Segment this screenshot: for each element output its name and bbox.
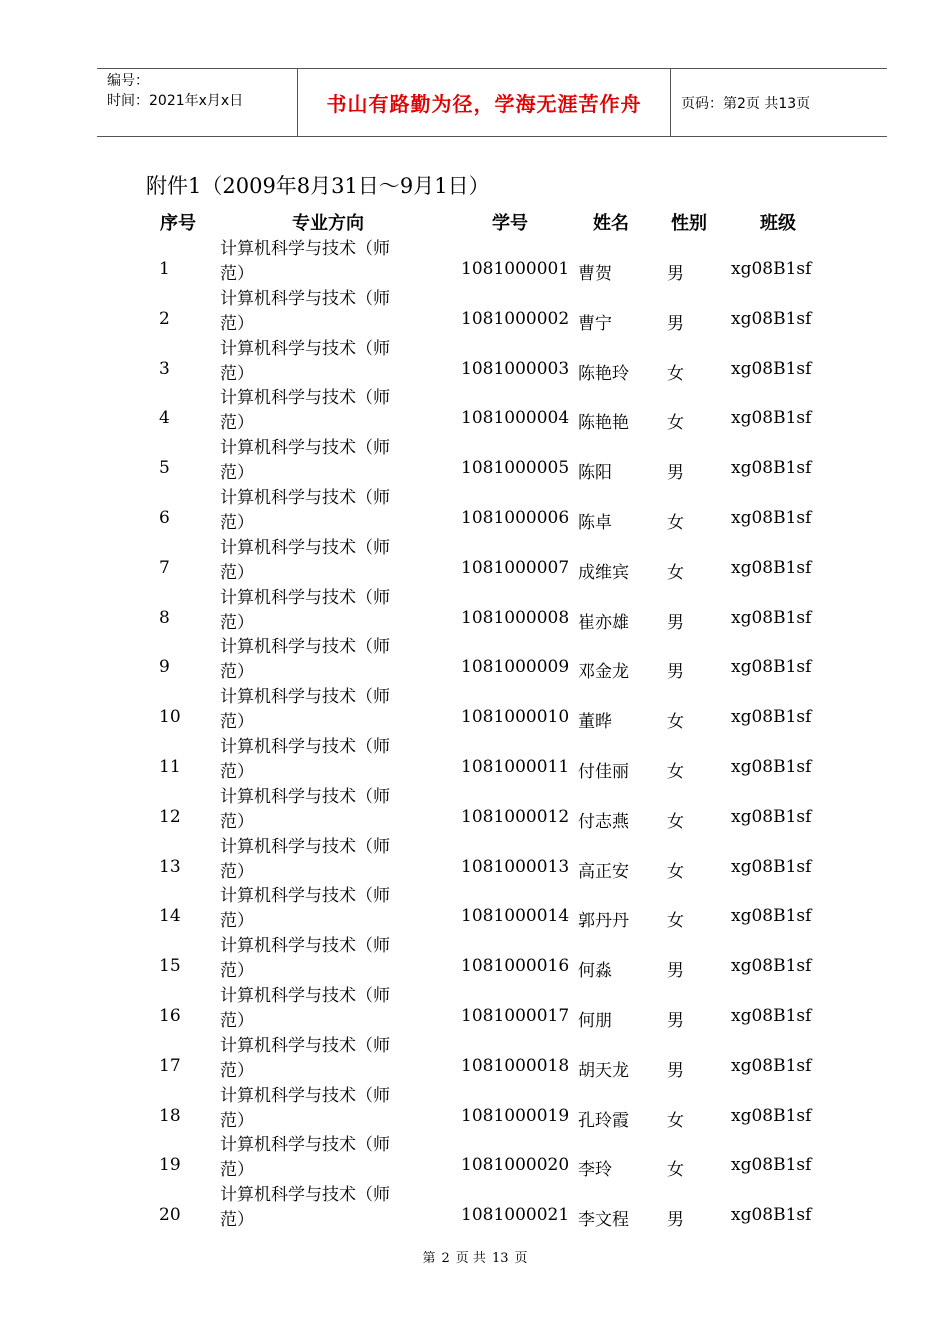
page-footer <box>0 1247 950 1266</box>
cell-major-line1: 计算机科学与技术（师 <box>220 1085 390 1106</box>
cell-student-id: 1081000001 <box>461 259 570 279</box>
cell-major-line2: 范） <box>220 313 254 334</box>
cell-class: xg08B1sf <box>731 308 812 329</box>
attachment-title: 附件1（2009年8月31日～9月1日） <box>146 174 490 198</box>
cell-gender: 男 <box>667 961 684 982</box>
cell-seq: 6 <box>159 507 170 528</box>
table-row <box>0 582 950 632</box>
cell-name: 孔玲霞 <box>578 1110 629 1131</box>
cell-major-line1: 计算机科学与技术（师 <box>220 985 390 1006</box>
cell-major-line1: 计算机科学与技术（师 <box>220 388 390 409</box>
cell-name: 崔亦雄 <box>578 612 629 633</box>
header-meta <box>107 71 297 111</box>
cell-class: xg08B1sf <box>731 657 812 678</box>
cell-major-line2: 范） <box>220 413 254 434</box>
cell-student-id: 1081000016 <box>461 956 570 977</box>
student-table <box>0 233 950 1229</box>
cell-name: 董晔 <box>578 712 612 733</box>
cell-name: 高正安 <box>578 861 629 882</box>
cell-student-id: 1081000006 <box>461 507 570 528</box>
cell-major-line2: 范） <box>220 562 254 583</box>
cell-major-line1: 计算机科学与技术（师 <box>220 1185 390 1206</box>
cell-seq: 14 <box>159 906 181 927</box>
cell-student-id: 1081000014 <box>461 906 570 927</box>
cell-seq: 4 <box>159 408 170 429</box>
cell-name: 曹宁 <box>578 313 612 334</box>
column-header-seq: 序号 <box>160 213 196 234</box>
table-row <box>0 1179 950 1229</box>
cell-name: 付志燕 <box>578 811 629 832</box>
cell-name: 付佳丽 <box>578 761 629 782</box>
cell-name: 李玲 <box>578 1160 612 1181</box>
cell-name: 李文程 <box>578 1210 629 1231</box>
cell-student-id: 1081000008 <box>461 607 570 628</box>
cell-student-id: 1081000009 <box>461 657 570 678</box>
cell-name: 成维宾 <box>578 562 629 583</box>
cell-seq: 15 <box>159 956 181 977</box>
cell-gender: 男 <box>667 313 684 334</box>
cell-seq: 19 <box>159 1155 181 1176</box>
table-row <box>0 831 950 881</box>
cell-major-line1: 计算机科学与技术（师 <box>220 836 390 857</box>
table-row <box>0 731 950 781</box>
cell-major-line1: 计算机科学与技术（师 <box>220 338 390 359</box>
header-divider <box>670 69 671 136</box>
table-row <box>0 283 950 333</box>
cell-student-id: 1081000017 <box>461 1005 570 1026</box>
cell-name: 陈艳艳 <box>578 413 629 434</box>
cell-major-line2: 范） <box>220 861 254 882</box>
cell-major-line2: 范） <box>220 1060 254 1081</box>
cell-seq: 13 <box>159 856 181 877</box>
table-row <box>0 930 950 980</box>
cell-gender: 女 <box>667 1160 684 1181</box>
header-motto: 书山有路勤为径，学海无涯苦作舟 <box>326 92 642 116</box>
cell-class: xg08B1sf <box>731 458 812 479</box>
cell-gender: 女 <box>667 761 684 782</box>
table-row <box>0 532 950 582</box>
cell-gender: 男 <box>667 1210 684 1231</box>
cell-seq: 11 <box>159 756 181 777</box>
cell-name: 曹贺 <box>578 264 612 284</box>
footer-suffix: 页 <box>514 1251 528 1266</box>
cell-gender: 女 <box>667 413 684 434</box>
cell-student-id: 1081000012 <box>461 806 570 827</box>
cell-name: 郭丹丹 <box>578 911 629 932</box>
cell-major-line2: 范） <box>220 363 254 384</box>
column-header-name: 姓名 <box>593 213 629 234</box>
page-header <box>97 68 887 137</box>
cell-major-line2: 范） <box>220 1210 254 1231</box>
cell-gender: 男 <box>667 264 684 284</box>
cell-class: xg08B1sf <box>731 1155 812 1176</box>
table-row <box>0 382 950 432</box>
footer-mid: 页 共 <box>455 1251 486 1266</box>
cell-major-line2: 范） <box>220 712 254 733</box>
cell-major-line1: 计算机科学与技术（师 <box>220 637 390 658</box>
cell-major-line2: 范） <box>220 463 254 484</box>
table-row <box>0 781 950 831</box>
cell-gender: 女 <box>667 1110 684 1131</box>
cell-class: xg08B1sf <box>731 1105 812 1126</box>
cell-seq: 10 <box>159 707 181 728</box>
table-row <box>0 233 950 283</box>
cell-gender: 女 <box>667 861 684 882</box>
cell-gender: 男 <box>667 612 684 633</box>
cell-seq: 12 <box>159 806 181 827</box>
cell-major-line1: 计算机科学与技术（师 <box>220 886 390 907</box>
footer-page-number: 2 <box>441 1251 450 1266</box>
cell-gender: 男 <box>667 1060 684 1081</box>
table-row <box>0 980 950 1030</box>
cell-name: 何朋 <box>578 1010 612 1031</box>
cell-name: 陈阳 <box>578 463 612 484</box>
cell-gender: 女 <box>667 911 684 932</box>
cell-student-id: 1081000011 <box>461 756 570 777</box>
cell-major-line1: 计算机科学与技术（师 <box>220 288 390 309</box>
table-row <box>0 482 950 532</box>
cell-class: xg08B1sf <box>731 557 812 578</box>
cell-gender: 女 <box>667 712 684 733</box>
cell-major-line1: 计算机科学与技术（师 <box>220 239 390 259</box>
cell-major-line2: 范） <box>220 512 254 533</box>
cell-seq: 9 <box>159 657 170 678</box>
cell-major-line2: 范） <box>220 264 254 284</box>
cell-student-id: 1081000020 <box>461 1155 570 1176</box>
table-row <box>0 1129 950 1179</box>
cell-major-line2: 范） <box>220 1160 254 1181</box>
cell-seq: 18 <box>159 1105 181 1126</box>
table-row <box>0 631 950 681</box>
table-row <box>0 432 950 482</box>
cell-major-line2: 范） <box>220 612 254 633</box>
cell-major-line2: 范） <box>220 811 254 832</box>
cell-gender: 女 <box>667 363 684 384</box>
cell-gender: 男 <box>667 1010 684 1031</box>
table-header <box>0 209 950 235</box>
table-row <box>0 880 950 930</box>
cell-major-line2: 范） <box>220 662 254 683</box>
cell-major-line1: 计算机科学与技术（师 <box>220 736 390 757</box>
cell-class: xg08B1sf <box>731 956 812 977</box>
cell-major-line1: 计算机科学与技术（师 <box>220 587 390 608</box>
cell-major-line2: 范） <box>220 1010 254 1031</box>
cell-student-id: 1081000003 <box>461 358 570 379</box>
cell-seq: 7 <box>159 557 170 578</box>
cell-major-line1: 计算机科学与技术（师 <box>220 786 390 807</box>
cell-major-line2: 范） <box>220 961 254 982</box>
cell-seq: 5 <box>159 458 170 479</box>
cell-seq: 2 <box>159 308 170 329</box>
cell-gender: 女 <box>667 562 684 583</box>
cell-class: xg08B1sf <box>731 806 812 827</box>
header-number-label: 编号： <box>107 73 149 89</box>
cell-class: xg08B1sf <box>731 756 812 777</box>
cell-major-line1: 计算机科学与技术（师 <box>220 936 390 957</box>
cell-student-id: 1081000010 <box>461 707 570 728</box>
cell-student-id: 1081000013 <box>461 856 570 877</box>
cell-student-id: 1081000019 <box>461 1105 570 1126</box>
cell-class: xg08B1sf <box>731 408 812 429</box>
cell-major-line2: 范） <box>220 911 254 932</box>
cell-name: 胡天龙 <box>578 1060 629 1081</box>
cell-class: xg08B1sf <box>731 856 812 877</box>
column-header-major: 专业方向 <box>292 213 364 234</box>
cell-class: xg08B1sf <box>731 507 812 528</box>
cell-class: xg08B1sf <box>731 707 812 728</box>
footer-total-pages: 13 <box>491 1251 509 1266</box>
cell-student-id: 1081000007 <box>461 557 570 578</box>
header-time-label: 时间：2021年x月x日 <box>107 93 244 109</box>
cell-major-line1: 计算机科学与技术（师 <box>220 438 390 459</box>
cell-seq: 16 <box>159 1005 181 1026</box>
cell-gender: 女 <box>667 512 684 533</box>
cell-gender: 女 <box>667 811 684 832</box>
cell-name: 何淼 <box>578 961 612 982</box>
cell-major-line1: 计算机科学与技术（师 <box>220 687 390 708</box>
cell-major-line1: 计算机科学与技术（师 <box>220 1035 390 1056</box>
cell-class: xg08B1sf <box>731 1205 812 1226</box>
cell-student-id: 1081000004 <box>461 408 570 429</box>
cell-name: 陈卓 <box>578 512 612 533</box>
cell-gender: 男 <box>667 662 684 683</box>
cell-gender: 男 <box>667 463 684 484</box>
cell-major-line1: 计算机科学与技术（师 <box>220 487 390 508</box>
cell-student-id: 1081000021 <box>461 1205 570 1226</box>
header-page-info: 页码：第2页 共13页 <box>681 95 811 112</box>
cell-student-id: 1081000018 <box>461 1055 570 1076</box>
table-row <box>0 333 950 383</box>
cell-major-line2: 范） <box>220 1110 254 1131</box>
cell-major-line1: 计算机科学与技术（师 <box>220 537 390 558</box>
cell-seq: 8 <box>159 607 170 628</box>
cell-class: xg08B1sf <box>731 1055 812 1076</box>
table-row <box>0 1080 950 1130</box>
cell-student-id: 1081000005 <box>461 458 570 479</box>
column-header-id: 学号 <box>492 213 528 234</box>
cell-seq: 20 <box>159 1205 181 1226</box>
column-header-gender: 性别 <box>671 213 707 234</box>
table-row <box>0 681 950 731</box>
column-header-class: 班级 <box>760 213 796 234</box>
cell-major-line1: 计算机科学与技术（师 <box>220 1135 390 1156</box>
cell-major-line2: 范） <box>220 761 254 782</box>
cell-class: xg08B1sf <box>731 906 812 927</box>
cell-name: 邓金龙 <box>578 662 629 683</box>
cell-student-id: 1081000002 <box>461 308 570 329</box>
cell-seq: 17 <box>159 1055 181 1076</box>
cell-class: xg08B1sf <box>731 1005 812 1026</box>
cell-class: xg08B1sf <box>731 607 812 628</box>
cell-class: xg08B1sf <box>731 358 812 379</box>
cell-name: 陈艳玲 <box>578 363 629 384</box>
footer-prefix: 第 <box>422 1251 436 1266</box>
cell-seq: 1 <box>159 259 170 279</box>
cell-class: xg08B1sf <box>731 259 812 279</box>
cell-seq: 3 <box>159 358 170 379</box>
table-row <box>0 1030 950 1080</box>
